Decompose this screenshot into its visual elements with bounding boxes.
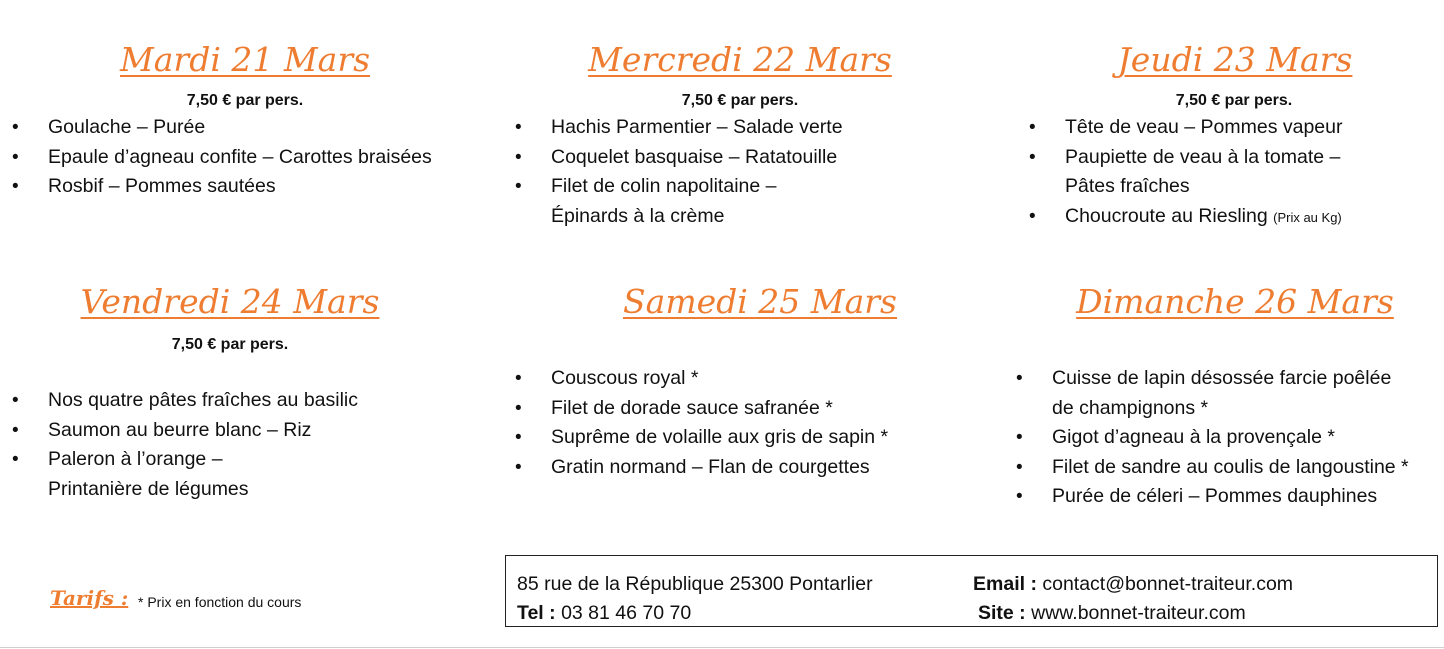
day-title: Jeudi 23 Mars (1117, 40, 1353, 79)
price-label: 7,50 € par pers. (681, 92, 799, 109)
website: Site : www.bonnet-traiteur.com (978, 602, 1246, 624)
site-link[interactable]: www.bonnet-traiteur.com (1031, 602, 1246, 624)
list-item: • Filet de colin napolitaine – Épinards à la crème (515, 175, 777, 227)
list-item: • Gratin normand – Flan de courgettes (515, 455, 870, 478)
price-label: 7,50 € par pers. (171, 336, 289, 353)
day-title: Mardi 21 Mars (119, 40, 371, 79)
list-item: • Nos quatre pâtes fraîches au basilic (12, 389, 359, 411)
menu-list (515, 113, 843, 231)
menu-list (515, 364, 888, 482)
day-title: Samedi 25 Mars (623, 282, 897, 321)
day-title: Mercredi 22 Mars (588, 40, 892, 79)
address: 85 rue de la République 25300 Pontarlier (517, 573, 873, 595)
list-item: • Rosbif – Pommes sautées (12, 175, 276, 197)
list-item: • Goulache – Purée (12, 116, 206, 138)
list-item: • Tête de veau – Pommes vapeur (1029, 116, 1343, 138)
day-title: Dimanche 26 Mars (1076, 282, 1394, 321)
phone: Tel : 03 81 46 70 70 (517, 602, 692, 624)
list-item: • Suprême de volaille aux gris de sapin * (515, 426, 889, 448)
email-link[interactable]: contact@bonnet-traiteur.com (1042, 573, 1294, 595)
list-item: • Filet de dorade sauce safranée * (515, 396, 833, 419)
list-item: • Gigot d’agneau à la provençale * (1016, 426, 1335, 448)
price-per-kg-note: (Prix au Kg) (1273, 209, 1342, 225)
list-item: • Epaule d’agneau confite – Carottes braisées (12, 145, 432, 168)
list-item: • Cuisse de lapin désossée farcie poêlée de champignons * (1016, 367, 1392, 419)
menu-list (12, 113, 432, 202)
list-item: • Filet de sandre au coulis de langoustine * (1016, 455, 1409, 478)
menu-list (1029, 113, 1343, 232)
list-item: • Saumon au beurre blanc – Riz (12, 418, 312, 441)
tarifs-note: * Prix en fonction du cours (138, 594, 302, 610)
price-label: 7,50 € par pers. (1175, 92, 1293, 109)
list-item: • Hachis Parmentier – Salade verte (515, 116, 843, 138)
list-item: • Paleron à l’orange – Printanière de légumes (12, 448, 249, 500)
list-item: • Paupiette de veau à la tomate – Pâtes fraîches (1029, 145, 1341, 197)
email: Email : contact@bonnet-traiteur.com (973, 573, 1294, 595)
tarifs-label: Tarifs : (50, 586, 129, 610)
menu-list (1016, 364, 1409, 512)
day-title: Vendredi 24 Mars (80, 282, 380, 321)
menu-list (12, 386, 358, 504)
bottom-divider (0, 647, 1444, 648)
list-item: • Purée de céleri – Pommes dauphines (1016, 485, 1378, 507)
list-item: • Coquelet basquaise – Ratatouille (515, 145, 838, 168)
contact-box (505, 555, 1438, 627)
list-item: • Choucroute au Riesling (Prix au Kg) (1029, 204, 1342, 227)
price-label: 7,50 € par pers. (186, 92, 304, 109)
list-item: • Couscous royal * (515, 367, 699, 389)
